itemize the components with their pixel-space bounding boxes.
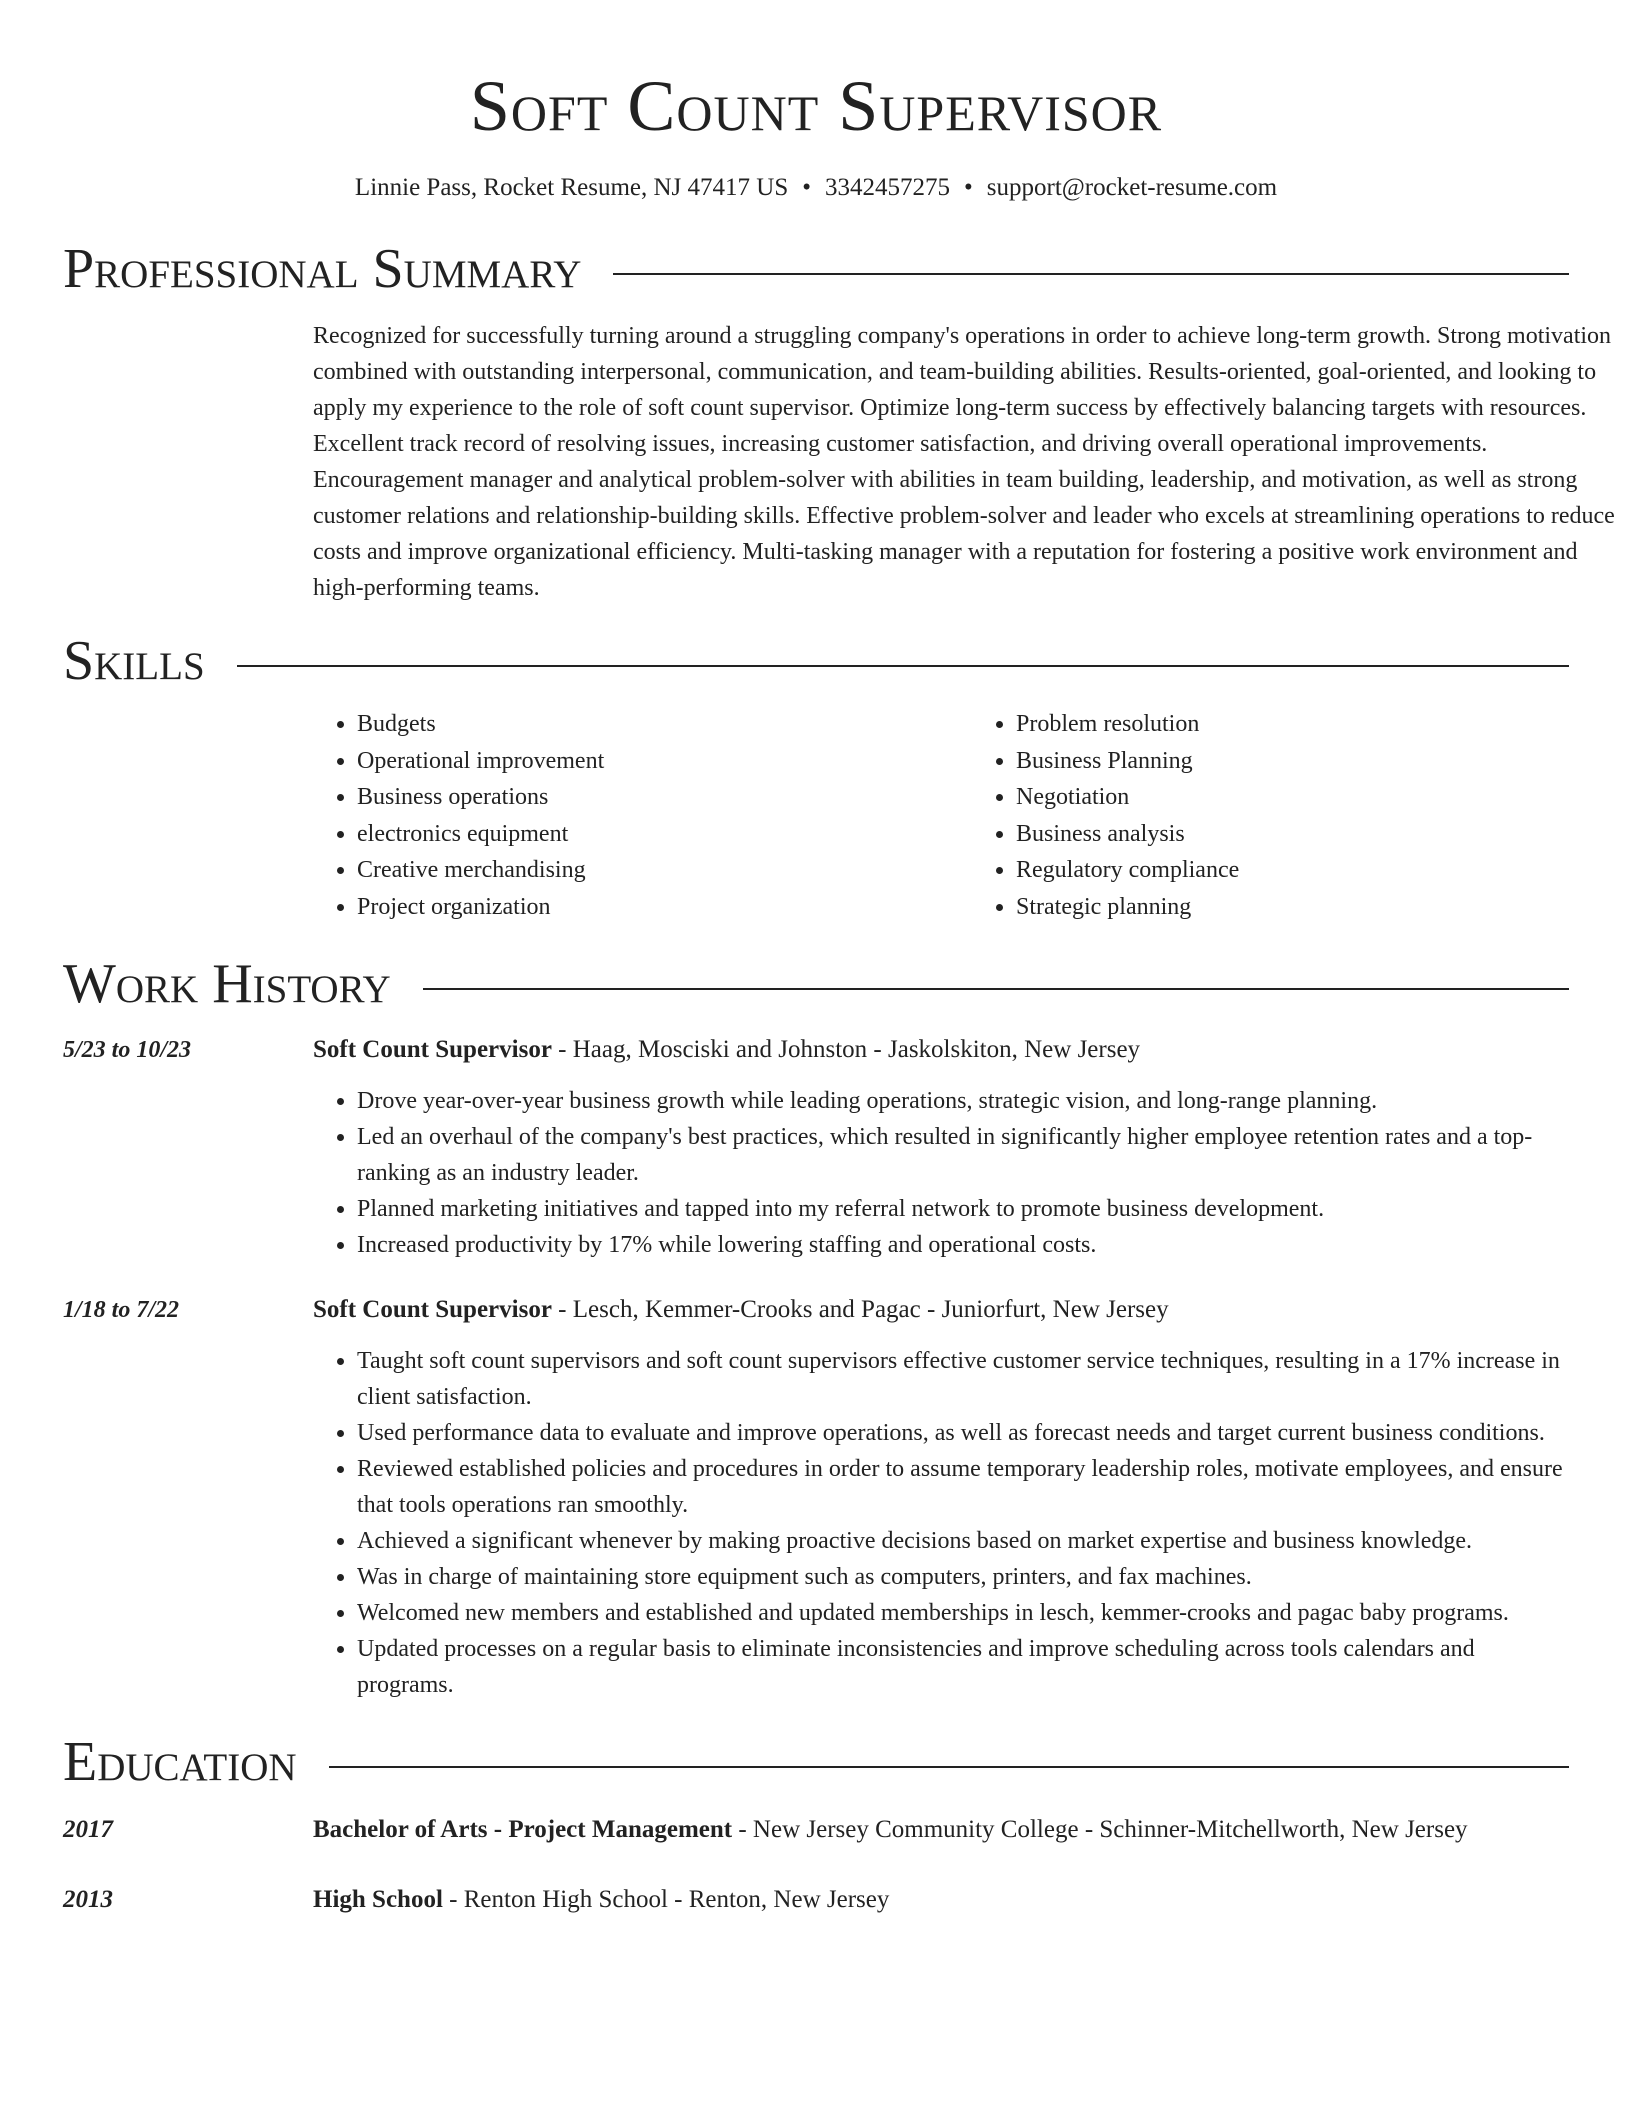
job-bullet: • Taught soft count supervisors and soft count supervisors effective customer service techniques, resulting in a 17% increase in client satisfaction. xyxy=(357,1343,1569,1415)
job-bullet: • Welcomed new members and established and updated memberships in lesch, kemmer-crooks and pagac baby programs. xyxy=(357,1595,1569,1631)
skill-item: • Problem resolution xyxy=(1016,706,1631,743)
contact-email: support@rocket-resume.com xyxy=(986,174,1278,201)
job-title: Soft Count Supervisor xyxy=(313,1296,552,1323)
job-dates: 5/23 to 10/23 xyxy=(63,1037,192,1063)
work-section-header xyxy=(63,949,1569,1019)
education-section-header xyxy=(63,1727,1569,1797)
job-bullet: • Planned marketing initiatives and tapped into my referral network to promote business development. xyxy=(357,1191,1569,1227)
job-bullet: • Used performance data to evaluate and improve operations, as well as forecast needs and target current business conditions. xyxy=(357,1415,1569,1451)
skill-item: • Strategic planning xyxy=(1016,889,1631,926)
skill-item: • Project organization xyxy=(357,889,972,926)
skill-item: • Operational improvement xyxy=(357,743,972,780)
job-entry xyxy=(63,1033,1569,1263)
resume-title: Soft Count Supervisor xyxy=(469,66,1163,146)
contact-address: Linnie Pass, Rocket Resume, NJ 47417 US xyxy=(354,174,789,201)
job-entry xyxy=(63,1293,1569,1703)
summary-heading: Professional Summary xyxy=(63,238,582,300)
skills-heading: Skills xyxy=(63,630,205,692)
contact-separator: • xyxy=(802,174,812,201)
job-bullet: • Achieved a significant whenever by making proactive decisions based on market expertise and business knowledge. xyxy=(357,1523,1569,1559)
contact-phone: 3342457275 xyxy=(825,174,951,201)
section-divider xyxy=(329,1766,1569,1768)
job-bullet: • Drove year-over-year business growth while leading operations, strategic vision, and long-range planning. xyxy=(357,1083,1569,1119)
job-body xyxy=(313,1033,1569,1263)
skill-item: • electronics equipment xyxy=(357,816,972,853)
skill-item: • Business operations xyxy=(357,779,972,816)
skill-item: • Regulatory compliance xyxy=(1016,852,1631,889)
job-bullet: • Reviewed established policies and procedures in order to assume temporary leadership roles, motivate employees, and ensure that tools operations ran smoothly. xyxy=(357,1451,1569,1523)
section-divider xyxy=(423,988,1569,990)
skills-column-right xyxy=(972,706,1631,925)
education-line xyxy=(313,1883,889,1917)
education-line xyxy=(313,1813,1468,1847)
job-bullets xyxy=(313,1083,1569,1263)
skills-list xyxy=(313,706,1631,925)
education-school: - Renton High School - Renton, New Jersey xyxy=(442,1886,890,1913)
skill-item: • Business Planning xyxy=(1016,743,1631,780)
skill-item: • Budgets xyxy=(357,706,972,743)
summary-text: Recognized for successfully turning around a struggling company's operations in order to achieve long-term growth. Strong motivation combined with outstanding interpersonal, communication, and team-building abilities. Results-oriented, goal-oriented, and looking to apply my experience to the role of soft count supervisor. Optimize long-term success by effectively balancing targets with resources. Excellent track record of resolving issues, increasing customer satisfaction, and driving overall operational improvements. Encouragement manager and analytical problem-solver with abilities in team building, leadership, and motivation, as well as strong customer relations and relationship-building skills. Effective problem-solver and leader who excels at streamlining operations to reduce costs and improve organizational efficiency. Multi-tasking manager with a reputation for fostering a positive work environment and high-performing teams. xyxy=(313,323,1615,601)
education-entry xyxy=(63,1813,1569,1847)
skill-item: • Negotiation xyxy=(1016,779,1631,816)
education-heading: Education xyxy=(63,1731,297,1793)
work-heading: Work History xyxy=(63,953,391,1015)
education-year: 2017 xyxy=(63,1816,113,1843)
education-school: - New Jersey Community College - Schinner-Mitchellworth, New Jersey xyxy=(732,1816,1468,1843)
contact-line xyxy=(63,172,1569,204)
job-title: Soft Count Supervisor xyxy=(313,1036,552,1063)
job-employer: - Lesch, Kemmer-Crooks and Pagac - Juniorfurt, New Jersey xyxy=(551,1296,1169,1323)
education-degree: High School xyxy=(313,1886,443,1913)
education-degree: Bachelor of Arts - Project Management xyxy=(313,1816,733,1843)
job-bullets xyxy=(313,1343,1569,1703)
job-bullet: • Updated processes on a regular basis to eliminate inconsistencies and improve scheduling across tools calendars and programs. xyxy=(357,1631,1569,1703)
education-entry xyxy=(63,1883,1569,1917)
job-title-line xyxy=(313,1293,1569,1327)
skills-column-left xyxy=(313,706,972,925)
summary-section-header xyxy=(63,234,1569,304)
section-divider xyxy=(237,665,1569,667)
job-dates: 1/18 to 7/22 xyxy=(63,1297,180,1323)
job-title-line xyxy=(313,1033,1569,1067)
section-divider xyxy=(613,273,1569,275)
skill-item: • Business analysis xyxy=(1016,816,1631,853)
job-bullet: • Led an overhaul of the company's best practices, which resulted in significantly higher employee retention rates and a top-ranking as an industry leader. xyxy=(357,1119,1569,1191)
job-bullet: • Increased productivity by 17% while lowering staffing and operational costs. xyxy=(357,1227,1569,1263)
job-employer: - Haag, Mosciski and Johnston - Jaskolskiton, New Jersey xyxy=(551,1036,1141,1063)
skill-item: • Creative merchandising xyxy=(357,852,972,889)
contact-separator: • xyxy=(964,174,973,201)
job-body xyxy=(313,1293,1569,1703)
education-year: 2013 xyxy=(63,1886,113,1913)
skills-section-header xyxy=(63,626,1569,696)
job-bullet: • Was in charge of maintaining store equipment such as computers, printers, and fax machines. xyxy=(357,1559,1569,1595)
